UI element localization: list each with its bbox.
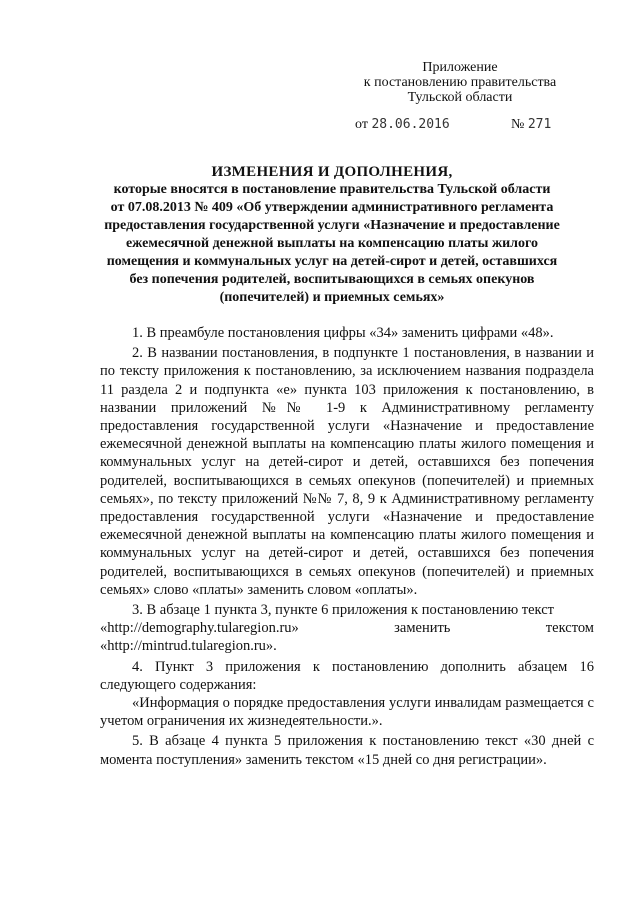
title-line: ежемесячной денежной выплаты на компенсацию платы жилого (125, 236, 539, 251)
item-2: 2. В названии постановления, в подпункте 1 постановления, в названии и по тексту приложения к постановлению, за исключением названия подраздела 11 раздела 2 и подпункта «е» пункта 103 приложения к постановлению, в названии приложений №№ 1-9 к Административному регламенту предоставления государственной услуги «Назначение и предоставление ежемесячной денежной выплаты на компенсацию платы жилого помещения и коммунальных услуг на детей-сирот и детей, оставшихся без попечения родителей, воспитывающихся в семьях опекунов (попечителей) и приемных семьях», по тексту приложений №№ 7, 8, 9 к Административному регламенту предоставления государственной услуги «Назначение и предоставление ежемесячной денежной выплаты на компенсацию платы жилого помещения и коммунальных услуг на детей-сирот и детей, оставшихся без попечения родителей, воспитывающихся в семьях опекунов (попечителей) и приемных семьях» слово «платы» заменить словом «оплаты». (100, 345, 594, 598)
item-3: 3. В абзаце 1 пункта 3, пункте 6 приложения к постановлению текст (132, 602, 555, 619)
appendix-header (350, 60, 570, 105)
document-number (511, 117, 551, 133)
item-1: 1. В преамбуле постановления цифры «34» заменить цифрами «48». (132, 325, 554, 341)
number-prefix: № (511, 117, 525, 132)
date-value: 28.06.2016 (371, 117, 450, 132)
number-value: 271 (527, 117, 552, 132)
document-body (100, 324, 594, 771)
document-title (82, 163, 582, 307)
old-url: «http://demography.tularegion.ru» (100, 620, 299, 637)
item-4-quote: «Информация о порядке предоставления услуги инвалидам размещается с учетом ограничения их жизнедеятельности.». (100, 695, 594, 730)
with-word: текстом (545, 620, 594, 637)
title-line: помещения и коммунальных услуг на детей-сирот и детей, оставшихся (106, 254, 558, 269)
date-prefix: от (355, 117, 368, 132)
date-number-line (355, 117, 555, 133)
item-4: 4. Пункт 3 приложения к постановлению дополнить абзацем 16 следующего содержания: (100, 658, 594, 693)
item-5: 5. В абзаце 4 пункта 5 приложения к постановлению текст «30 дней с момента поступления» заменить текстом «15 дней со дня регистрации». (100, 733, 594, 768)
item-3-url-line (100, 619, 594, 637)
title-line: (попечителей) и приемных семьях» (219, 290, 445, 305)
title-line: предоставления государственной услуги «Назначение и предоставление (104, 218, 560, 233)
appendix-line: к постановлению правительства (363, 75, 557, 90)
title-line: которые вносятся в постановление правительства Тульской области (113, 182, 551, 197)
appendix-line: Тульской области (407, 90, 513, 105)
appendix-line: Приложение (422, 60, 498, 75)
replace-word: заменить (394, 620, 451, 637)
title-heading: ИЗМЕНЕНИЯ И ДОПОЛНЕНИЯ, (211, 164, 453, 180)
title-line: без попечения родителей, воспитывающихся в семьях опекунов (129, 272, 535, 287)
new-url: «http://mintrud.tularegion.ru». (100, 638, 277, 655)
title-line: от 07.08.2013 № 409 «Об утверждении административного регламента (110, 200, 554, 215)
